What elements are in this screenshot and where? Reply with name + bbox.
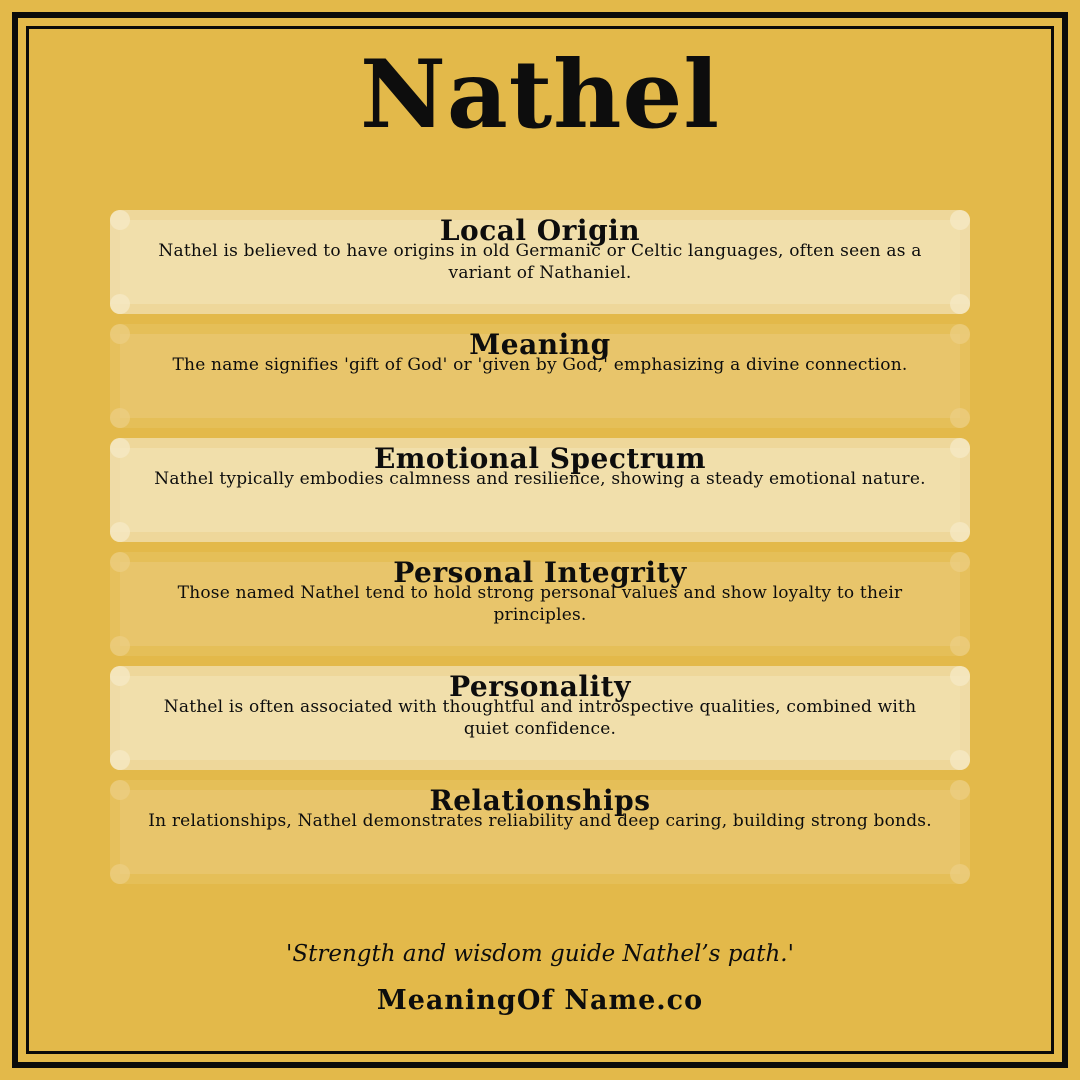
card-personal-integrity — [110, 552, 970, 656]
decorative-dot — [950, 750, 970, 770]
card-text: Nathel typically embodies calmness and resilience, showing a steady emotional nature. — [154, 469, 926, 489]
decorative-dot — [110, 750, 130, 770]
card-text: In relationships, Nathel demonstrates reliability and deep caring, building strong bonds. — [148, 811, 932, 831]
card-heading: Local Origin — [439, 214, 641, 247]
card-text: Nathel is believed to have origins in old Germanic or Celtic languages, often seen as a variant of Nathaniel. — [158, 241, 922, 283]
card-heading: Personal Integrity — [393, 556, 687, 589]
card-heading: Relationships — [429, 784, 651, 817]
card-relationships — [110, 780, 970, 884]
site-name: MeaningOf Name.co — [376, 985, 704, 1016]
card-local-origin — [110, 210, 970, 314]
quote-text: 'Strength and wisdom guide Nathel’s path.' — [286, 941, 794, 967]
decorative-dot — [110, 864, 130, 884]
page-title: Nathel — [359, 40, 721, 150]
card-personality — [110, 666, 970, 770]
card-meaning — [110, 324, 970, 428]
decorative-dot — [950, 294, 970, 314]
card-text: Nathel is often associated with thoughtful and introspective qualities, combined with quiet confidence. — [163, 697, 917, 739]
decorative-dot — [950, 408, 970, 428]
card-heading: Emotional Spectrum — [373, 442, 707, 475]
decorative-dot — [950, 636, 970, 656]
card-emotional-spectrum — [110, 438, 970, 542]
card-text: The name signifies 'gift of God' or 'given by God,' emphasizing a divine connection. — [172, 355, 908, 375]
decorative-dot — [110, 408, 130, 428]
decorative-dot — [110, 636, 130, 656]
decorative-dot — [110, 294, 130, 314]
card-text: Those named Nathel tend to hold strong personal values and show loyalty to their principles. — [177, 583, 903, 625]
info-cards — [110, 210, 970, 894]
card-heading: Personality — [449, 670, 631, 703]
card-heading: Meaning — [469, 328, 611, 361]
decorative-dot — [110, 522, 130, 542]
decorative-dot — [950, 522, 970, 542]
decorative-dot — [950, 864, 970, 884]
